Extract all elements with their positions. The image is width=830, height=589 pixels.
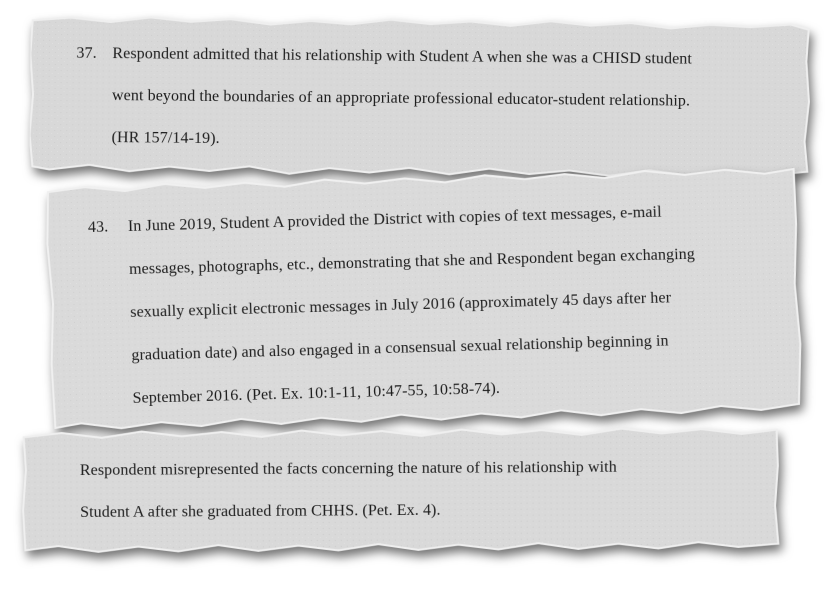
paragraph-number: 43. <box>87 218 109 237</box>
paragraph-line: messages, photographs, etc., demonstrating that she and Respondent began exchanging <box>128 245 696 278</box>
paper-strip-43 <box>45 164 803 434</box>
paragraph-line: (HR 157/14-19). <box>111 129 220 148</box>
paragraph-line: September 2016. (Pet. Ex. 10:1-11, 10:47-55, 10:58-74). <box>132 379 501 407</box>
paragraph-line: graduation date) and also engaged in a consensual sexual relationship beginning in <box>131 332 669 364</box>
paragraph-line: Respondent misrepresented the facts concerning the nature of his relationship with <box>79 458 617 479</box>
paper-strip-misrepresented <box>22 426 781 555</box>
paragraph-line: sexually explicit electronic messages in July 2016 (approximately 45 days after her <box>130 289 672 321</box>
paragraph-number: 37. <box>76 44 97 62</box>
paragraph-line: Student A after she graduated from CHHS. (Pet. Ex. 4). <box>80 501 441 521</box>
paper-strip-37 <box>29 14 810 181</box>
paragraph-line: went beyond the boundaries of an appropriate professional educator-student relationship. <box>111 87 691 110</box>
paragraph-line: Respondent admitted that his relationship with Student A when she was a CHISD student <box>112 45 693 68</box>
paragraph-line: In June 2019, Student A provided the District with copies of text messages, e-mail <box>127 203 662 235</box>
